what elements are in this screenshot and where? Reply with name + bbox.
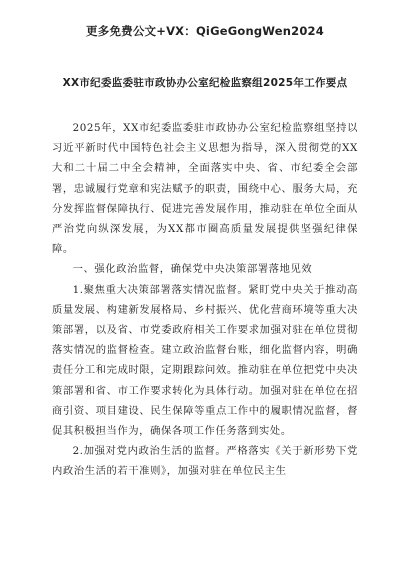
section-heading-1: 一、强化政治监督，确保党中央决策部署落地见效 [72, 263, 313, 276]
paragraph-item-1: 1.聚焦重大决策部署落实情况监督。紧盯党中央关于推动高质量发展、构建新发展格局、乡村振兴、优化营商环境等重大决策部署，以及省、市党委政府相关工作要求加强对驻在单位贯彻落实情况的监督检查。建立政治监督台账，细化监督内容，明确责任分工和完成时限，定期跟踪问效。推动驻在单位把党中央决策部署和省、市工作要求转化为具体行动。加强对驻在单位在招商引资、项目建设、民生保障等重点工作中的履职情况监督，督促其积极担当作为，确保各项工作任务落到实处。 [52, 283, 358, 438]
document-body [52, 118, 358, 482]
document-title: XX市纪委监委驻市政协办公室纪检监察组2025年工作要点 [62, 77, 348, 89]
paragraph-intro: 2025年，XX市纪委监委驻市政协办公室纪检监察组坚持以习近平新时代中国特色社会主义思想为指导，深入贯彻党的XX大和二十届二中全会精神，全面落实中央、省、市纪委全会部署，忠诚履行党章和宪法赋予的职责，围绕中心、服务大局，充分发挥监督保障执行、促进完善发展作用，推动驻在单位全面从严治党向纵深发展，为XX都市圈高质量发展提供坚强纪律保障。 [52, 122, 358, 256]
paragraph-item-2: 2.加强对党内政治生活的监督。严格落实《关于新形势下党内政治生活的若干准则》，加强对驻在单位民主生 [52, 445, 358, 478]
watermark-header: 更多免费公文+VX：QiGeGongWen2024 [86, 24, 324, 38]
